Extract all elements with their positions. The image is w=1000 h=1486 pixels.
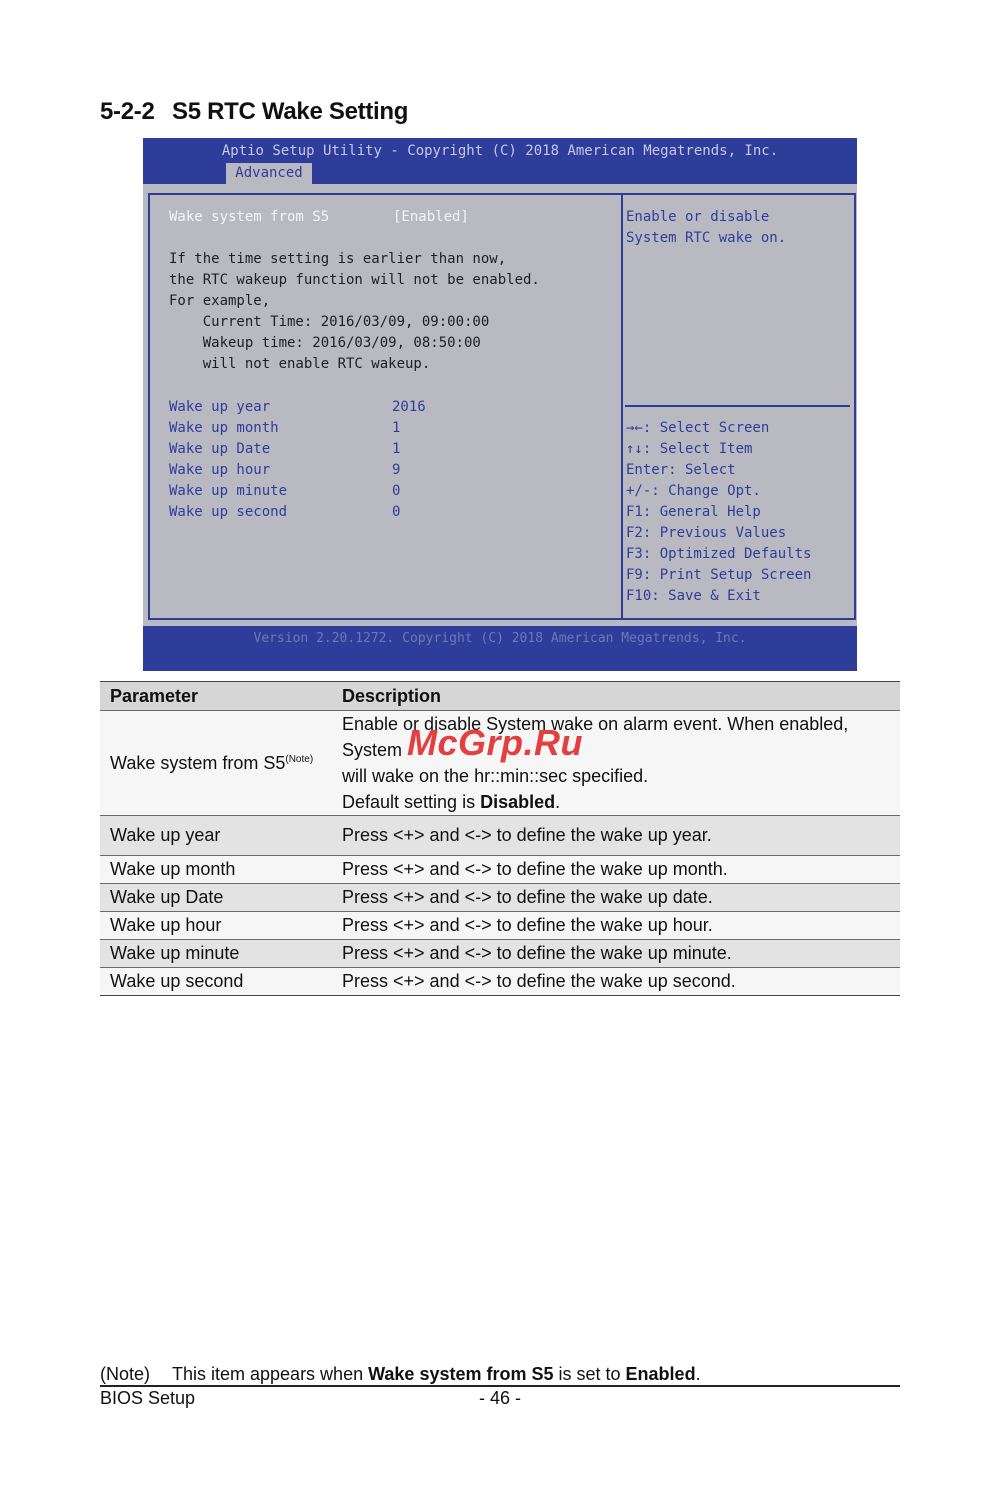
bios-key-hint: ↑↓: Select Item: [626, 441, 753, 457]
bios-help-line: System RTC wake on.: [626, 230, 787, 246]
table-row: [100, 816, 900, 856]
desc-cell: Press <+> and <-> to define the wake up hour.: [332, 912, 900, 940]
bios-key-hint: +/-: Change Opt.: [626, 483, 761, 499]
bios-tab-advanced[interactable]: Advanced: [226, 163, 312, 184]
desc-line: will wake on the hr::min::sec specified.: [342, 766, 649, 786]
bios-key-hint: F2: Previous Values: [626, 525, 787, 541]
bios-version: Version 2.20.1272. Copyright (C) 2018 American Megatrends, Inc.: [253, 631, 747, 646]
table-row: [100, 912, 900, 940]
param-cell: [100, 711, 332, 816]
param-cell: Wake up hour: [100, 912, 332, 940]
bios-key-hint: F3: Optimized Defaults: [626, 546, 812, 562]
footer-left: BIOS Setup: [100, 1388, 196, 1408]
desc-cell: Press <+> and <-> to define the wake up year.: [332, 816, 900, 856]
note-text: .: [695, 1364, 701, 1384]
bios-item-value[interactable]: 2016: [392, 399, 426, 415]
desc-cell: Press <+> and <-> to define the wake up date.: [332, 884, 900, 912]
bios-wake-value[interactable]: [Enabled]: [393, 209, 469, 225]
bios-item-value[interactable]: 1: [392, 420, 401, 436]
bios-key-hint: →←: Select Screen: [626, 420, 770, 436]
bios-key-hint: F10: Save & Exit: [626, 588, 761, 604]
default-prefix: Default setting is: [342, 792, 481, 812]
note-marker: (Note): [285, 753, 314, 765]
bios-info-line: If the time setting is earlier than now,: [169, 251, 507, 267]
bios-title: Aptio Setup Utility - Copyright (C) 2018 American Megatrends, Inc.: [221, 143, 779, 159]
desc-cell: Press <+> and <-> to define the wake up minute.: [332, 940, 900, 968]
bios-main-panel: [148, 193, 623, 620]
bios-key-hint: Enter: Select: [626, 462, 736, 478]
note-bold-item: Wake system from S5: [368, 1364, 554, 1384]
table-header-row: [100, 682, 900, 711]
bios-item-label[interactable]: Wake up hour: [169, 462, 271, 478]
table-row: [100, 940, 900, 968]
note-label: (Note): [100, 1364, 151, 1384]
bios-item-value[interactable]: 0: [392, 483, 401, 499]
bios-help-panel: [621, 193, 856, 620]
param-cell: Wake up month: [100, 856, 332, 884]
bios-item-value[interactable]: 9: [392, 462, 401, 478]
bios-screenshot: [143, 138, 857, 671]
default-value: Disabled: [480, 792, 556, 812]
note-bold-value: Enabled: [625, 1364, 696, 1384]
desc-cell: Press <+> and <-> to define the wake up month.: [332, 856, 900, 884]
header-parameter: Parameter: [100, 682, 332, 711]
bios-info-line: the RTC wakeup function will not be enabled.: [169, 272, 540, 288]
bios-help-line: Enable or disable: [626, 209, 770, 225]
param-name: Wake system from S5: [110, 752, 286, 773]
header-description: Description: [332, 682, 900, 711]
bios-wake-label[interactable]: Wake system from S5: [169, 209, 330, 225]
bios-item-label[interactable]: Wake up second: [169, 504, 288, 520]
param-cell: Wake up Date: [100, 884, 332, 912]
bios-info-line: For example,: [169, 293, 271, 309]
desc-cell: Press <+> and <-> to define the wake up second.: [332, 968, 900, 996]
param-cell: Wake up minute: [100, 940, 332, 968]
table-row: [100, 968, 900, 996]
watermark: McGrp.Ru: [407, 722, 584, 763]
bios-item-label[interactable]: Wake up year: [169, 399, 271, 415]
note-text: is set to: [553, 1364, 626, 1384]
note-text: This item appears when: [172, 1364, 369, 1384]
bios-item-label[interactable]: Wake up Date: [169, 441, 271, 457]
default-setting: [342, 789, 900, 815]
bios-key-hint: F1: General Help: [626, 504, 761, 520]
help-divider: [625, 405, 850, 407]
bios-info-line: will not enable RTC wakeup.: [169, 356, 431, 372]
page-number: - 46 -: [478, 1388, 521, 1408]
section-title: [100, 98, 408, 126]
bios-info-line: Current Time: 2016/03/09, 09:00:00: [169, 314, 490, 330]
footnote: [100, 1364, 701, 1385]
bios-key-hint: F9: Print Setup Screen: [626, 567, 812, 583]
bios-item-value[interactable]: 1: [392, 441, 401, 457]
bios-item-label[interactable]: Wake up minute: [169, 483, 288, 499]
footer-rule: [100, 1385, 900, 1387]
bios-item-value[interactable]: 0: [392, 504, 401, 520]
bios-info-line: Wakeup time: 2016/03/09, 08:50:00: [169, 335, 481, 351]
default-suffix: .: [555, 792, 561, 812]
table-row: [100, 856, 900, 884]
desc-line: Enable or disable System wake on alarm event. When enabled, System: [342, 714, 849, 760]
table-row: [100, 884, 900, 912]
param-cell: Wake up second: [100, 968, 332, 996]
section-heading: S5 RTC Wake Setting: [172, 98, 409, 125]
section-number: 5-2-2: [100, 98, 155, 125]
bios-item-label[interactable]: Wake up month: [169, 420, 279, 436]
param-cell: Wake up year: [100, 816, 332, 856]
